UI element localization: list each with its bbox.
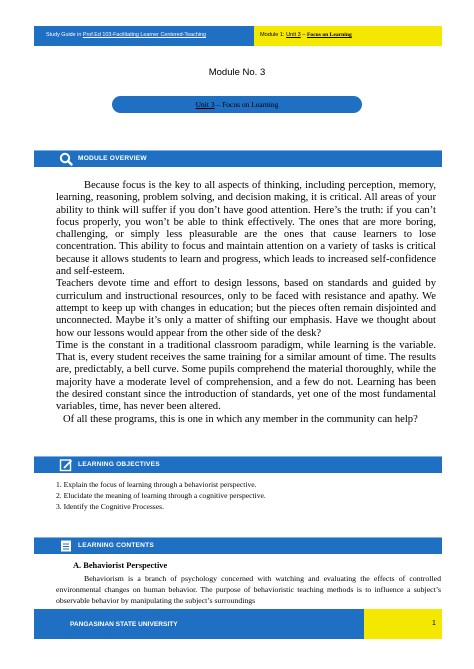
header-unit: Unit 3 bbox=[286, 32, 301, 38]
header-separator: – bbox=[302, 32, 307, 38]
learning-objectives-label: LEARNING OBJECTIVES bbox=[78, 461, 160, 468]
module-title: Module No. 3 bbox=[208, 67, 266, 78]
unit-banner bbox=[112, 96, 362, 113]
objective-item: 3. Identify the Cognitive Processes. bbox=[56, 502, 164, 511]
objective-item: 2. Elucidate the meaning of learning through a cognitive perspective. bbox=[56, 491, 266, 500]
module-overview-label: MODULE OVERVIEW bbox=[78, 155, 147, 162]
pencil-note-icon bbox=[59, 458, 73, 472]
objective-item: 1. Explain the focus of learning through a behaviorist perspective. bbox=[56, 480, 257, 489]
contents-text bbox=[56, 574, 441, 606]
header-unit-title: Focus on Learning bbox=[306, 32, 352, 38]
header-prefix: Study Guide in bbox=[46, 32, 83, 38]
contents-subheading: A. Behaviorist Perspective bbox=[73, 561, 168, 570]
contents-paragraph: Behaviorism is a branch of psychology concerned with watching and evaluating the effects of controlled environmental changes on human behavior. The purpose of behavioristic teaching methods is to influence a subject’s observable behavior by manipulating the subject’s surroundings bbox=[56, 574, 441, 605]
header-module bbox=[260, 32, 352, 38]
module-overview-text bbox=[56, 180, 436, 426]
module-overview-bar bbox=[34, 150, 442, 167]
overview-paragraph: Time is the constant in a traditional classroom paradigm, while learning is the variable. That is, every student receives the same training for a similar amount of time. The results are, predictably, a bell curve. Some pupils comprehend the material thoroughly, while the majority have a moderate level of comprehension, and a few do not. Learning has been the desired constant since the introduction of standards, yet one of the most fundamental variables, time, has never been altered. bbox=[56, 339, 436, 413]
footer-yellow-band bbox=[364, 609, 442, 639]
objectives-list bbox=[56, 479, 266, 512]
header-module-prefix: Module 1: bbox=[260, 32, 287, 38]
overview-paragraph: Because focus is the key to all aspects of thinking, including perception, memory, learning, reasoning, problem solving, and decision making, it is critical. All areas of your ability to think will suffer if you don’t have good attention. Here’s the truth: if you can’t focus properly, you won’t be able to think effectively. The ones that are more boring, challenging, or simply less pleasurable are the ones that cause learners to lose concentration. This ability to focus and maintain attention on a variety of tasks is critical because it allows students to learn and progress, which leads to increased self-confidence and self-esteem. bbox=[56, 180, 436, 278]
unit-title: – Focus on Learning bbox=[216, 100, 279, 109]
overview-paragraph: Of all these programs, this is one in which any member in the community can help? bbox=[63, 413, 418, 425]
overview-paragraph: Teachers devote time and effort to design lessons, based on standards and guided by curriculum and instructional resources, only to be faced with resistance and apathy. We attempt to keep up with changes in education; but the pieces often remain disjointed and unconnected. Maybe it’s only a matter of shifting our emphasis. Have we thought about how our lessons would appear from the other side of the desk? bbox=[56, 278, 436, 339]
header-course-name: Prof.Ed 103-Facilitating Learner Centered-Teaching bbox=[82, 32, 207, 38]
document-list-icon bbox=[59, 539, 73, 553]
learning-contents-bar bbox=[34, 537, 442, 554]
footer-university: PANGASINAN STATE UNIVERSITY bbox=[70, 621, 178, 628]
learning-contents-label: LEARNING CONTENTS bbox=[78, 542, 154, 549]
learning-objectives-bar bbox=[34, 456, 442, 473]
unit-label: Unit 3 bbox=[195, 100, 215, 109]
magnifier-icon bbox=[59, 152, 73, 166]
page-number: 1 bbox=[432, 620, 436, 627]
header-course bbox=[46, 32, 252, 38]
